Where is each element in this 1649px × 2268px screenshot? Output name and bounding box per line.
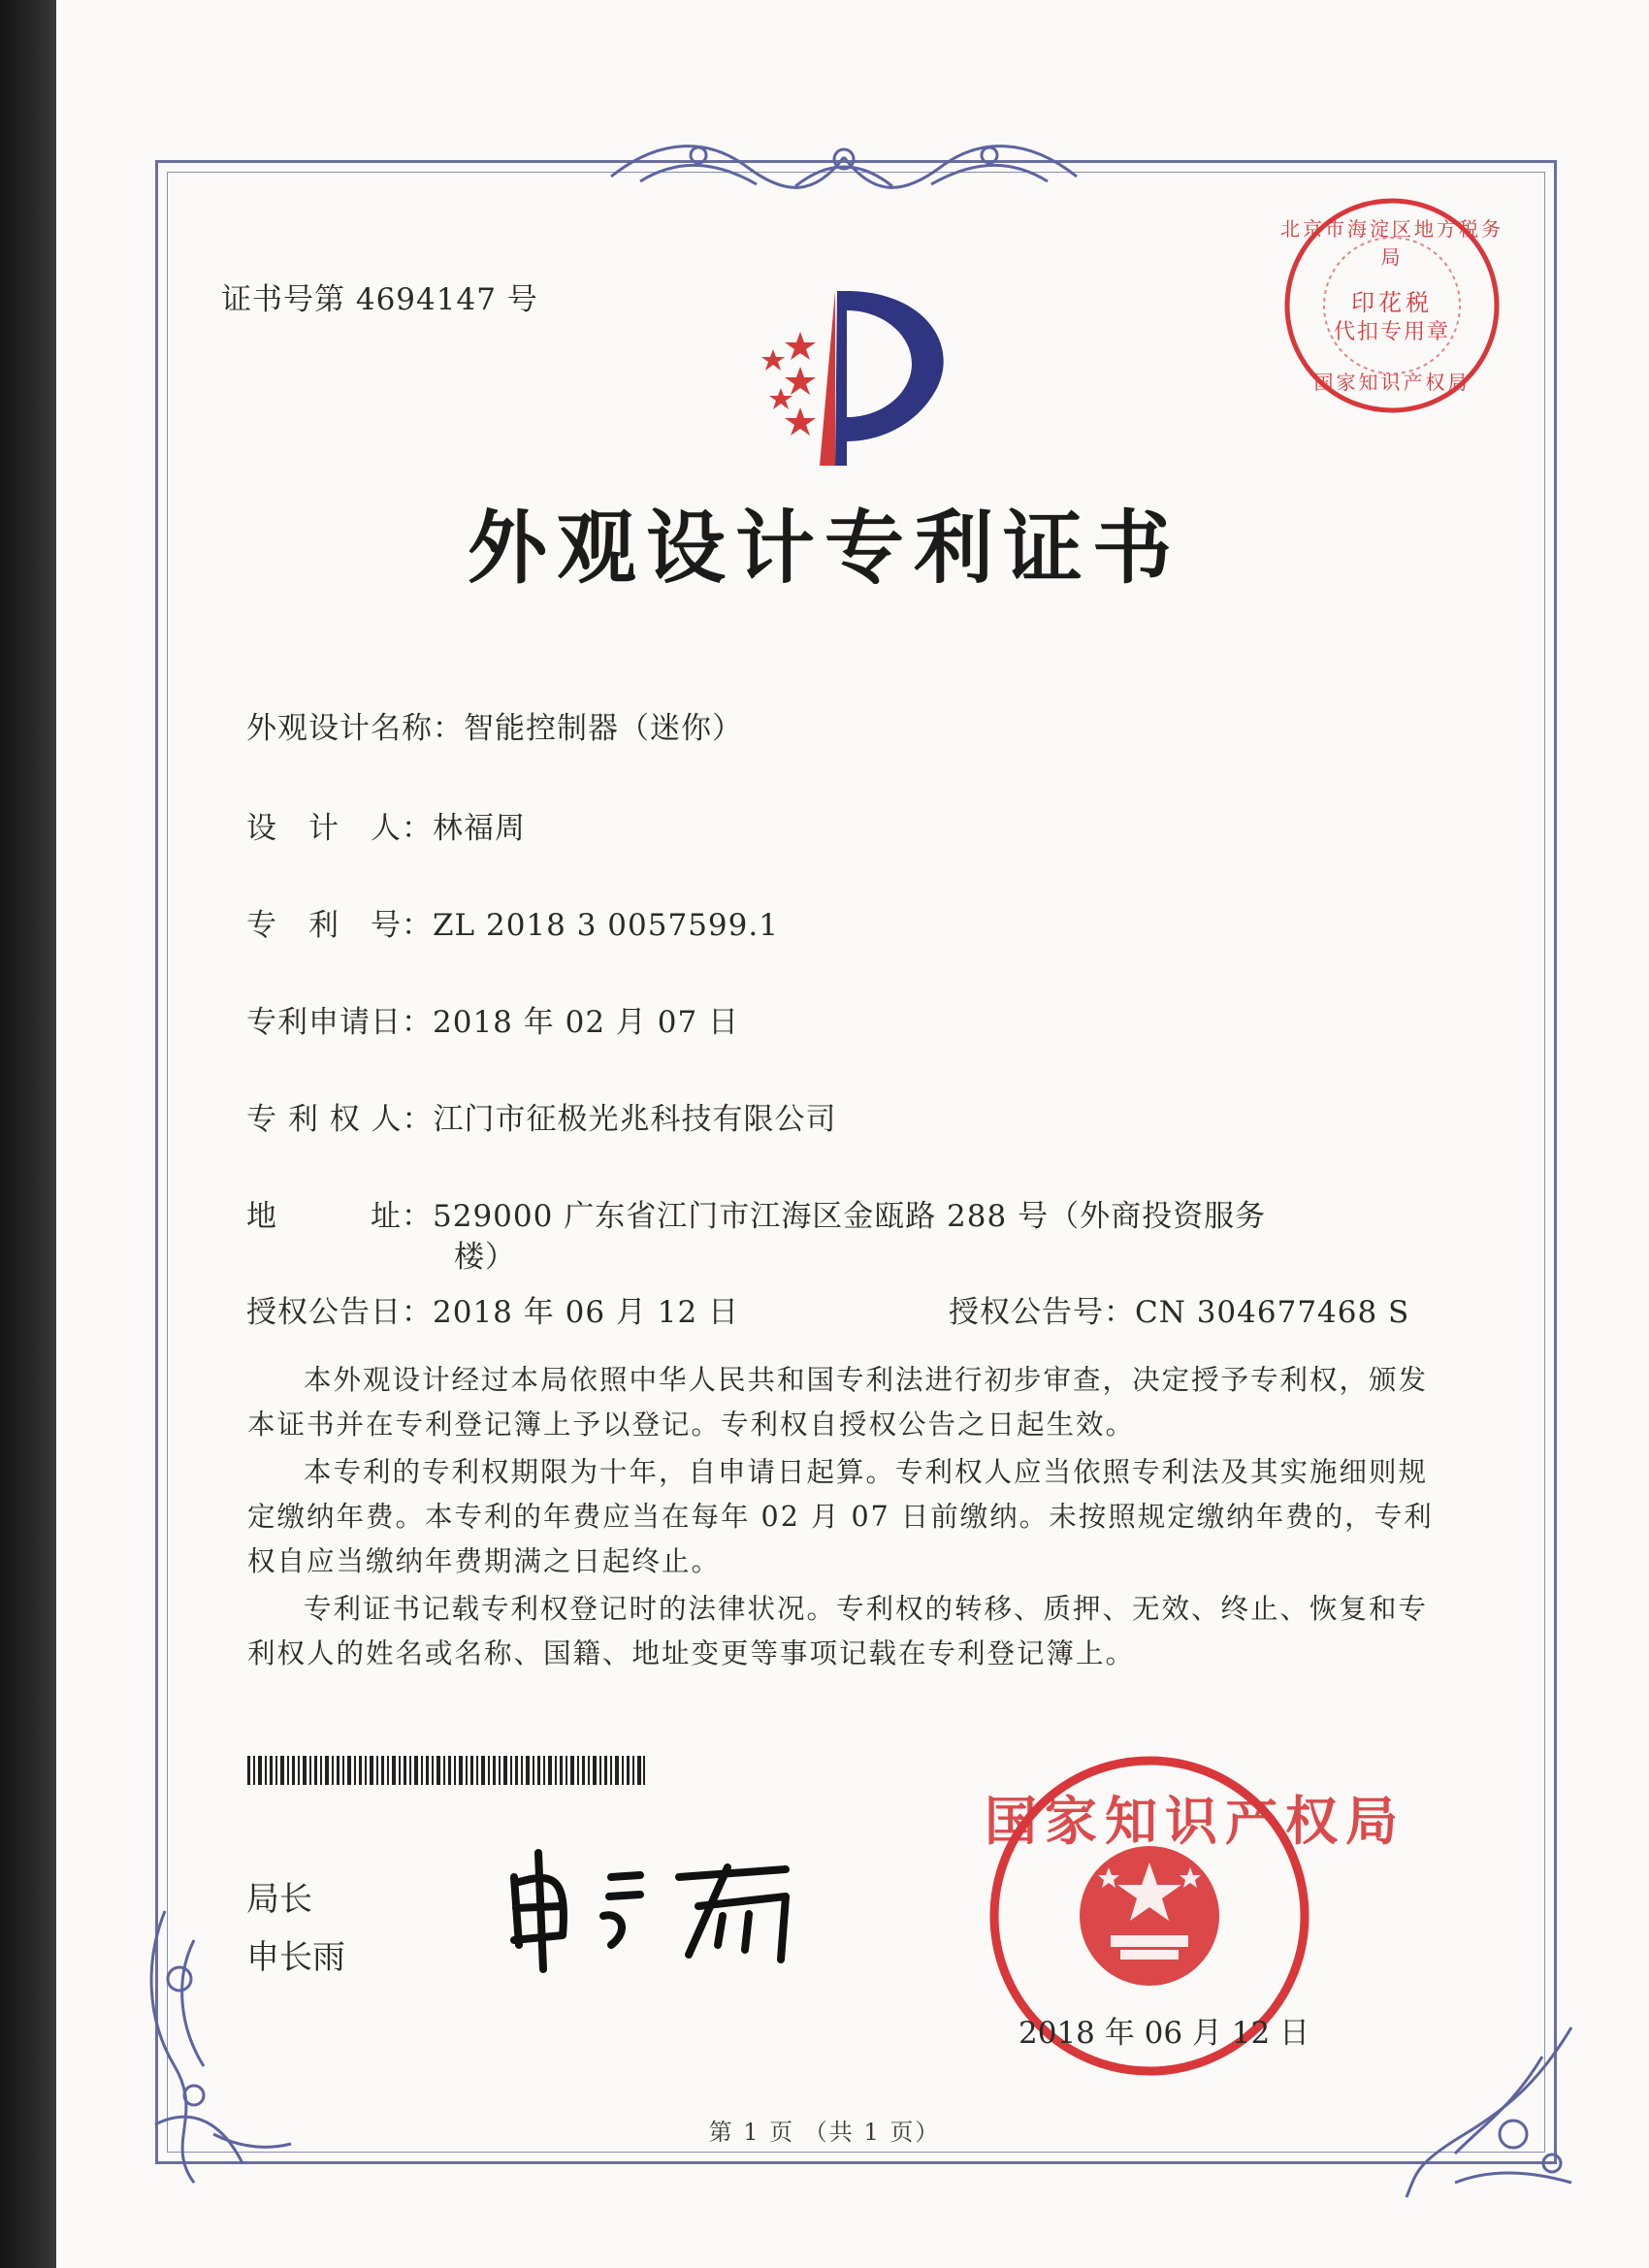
certificate-number [221, 275, 538, 318]
seal-text: 国家知识产权局 [985, 1791, 1406, 1852]
field-filing-date [246, 997, 739, 1041]
binding-spine [0, 0, 56, 2268]
tax-seal-ring-text: 北京市海淀区地方税务局 [1280, 217, 1504, 269]
body-paragraph-3: 专利证书记载专利权登记时的法律状况。专利权的转移、质押、无效、终止、恢复和专利权人的姓名或名称、国籍、地址变更等事项记载在专利登记簿上。 [247, 1593, 1429, 1669]
announce-date-value: 2018 年 06 月 12 日 [433, 1295, 740, 1330]
designer-value: 林福周 [433, 811, 526, 846]
announce-number-value: CN 304677468 S [1135, 1295, 1410, 1330]
field-announce-number [949, 1287, 1409, 1331]
certificate-number-suffix: 号 [506, 282, 538, 317]
certificate-title: 外观设计专利证书 [467, 502, 1181, 595]
director-role: 局长 [246, 1880, 312, 1919]
tax-stamp-seal [1280, 194, 1504, 417]
top-ornament [601, 128, 1086, 206]
seal-date: 2018 年 06 月 12 日 [1018, 2016, 1310, 2051]
design-name-label: 外观设计名称： [246, 711, 464, 746]
tax-seal-center-line1: 印花税 [1351, 289, 1433, 316]
logo-blue-stem [835, 291, 847, 466]
field-patent-holder [246, 1094, 837, 1138]
tax-seal-ring-bottom: 国家知识产权局 [1313, 371, 1471, 394]
page-footer: 第 1 页 （共 1 页） [708, 2119, 941, 2146]
tax-seal-center-line2: 代扣专用章 [1333, 320, 1450, 344]
patent-number-label: 专 利 号： [246, 908, 433, 943]
patent-holder-label: 专 利 权 人： [246, 1102, 434, 1137]
field-address [246, 1191, 1266, 1235]
field-designer [246, 803, 526, 847]
announce-date-label: 授权公告日： [246, 1295, 433, 1330]
design-name-value: 智能控制器（迷你） [464, 711, 743, 746]
certificate-number-value: 4694147 [355, 282, 497, 317]
logo-stars [761, 332, 816, 436]
field-announce-date [246, 1287, 739, 1331]
bottom-right-ornament [1397, 2018, 1581, 2202]
filing-date-value: 2018 年 02 月 07 日 [433, 1005, 740, 1040]
address-line1: 529000 广东省江门市江海区金瓯路 288 号（外商投资服务 [433, 1199, 1267, 1234]
director-name: 申长雨 [246, 1938, 345, 1977]
patent-office-logo [723, 281, 975, 475]
barcode [247, 1756, 645, 1785]
director-signature [495, 1838, 854, 1974]
field-patent-number [246, 900, 779, 944]
body-paragraph-1: 本外观设计经过本局依照中华人民共和国专利法进行初步审查，决定授予专利权，颁发本证书并在专利登记簿上予以登记。专利权自授权公告之日起生效。 [247, 1364, 1429, 1441]
certificate-number-label: 证书号第 [221, 282, 345, 317]
address-line2: 楼） [454, 1240, 516, 1275]
filing-date-label: 专利申请日： [246, 1005, 433, 1040]
field-design-name [246, 703, 743, 747]
logo-blue-p [847, 291, 944, 441]
address-label: 地 址： [246, 1199, 433, 1234]
patent-number-value: ZL 2018 3 0057599.1 [433, 908, 779, 943]
logo-red-stroke [820, 291, 835, 466]
patent-holder-value: 江门市征极光兆科技有限公司 [433, 1102, 837, 1137]
body-paragraph-2: 本专利的专利权期限为十年，自申请日起算。专利权人应当依照专利法及其实施细则规定缴纳年费。本专利的年费应当在每年 02 月 07 日前缴纳。未按照规定缴纳年费的，专利权自应当缴纳年费期满之日起终止。 [247, 1456, 1434, 1577]
designer-label: 设 计 人： [246, 811, 433, 846]
announce-number-label: 授权公告号： [949, 1295, 1135, 1330]
